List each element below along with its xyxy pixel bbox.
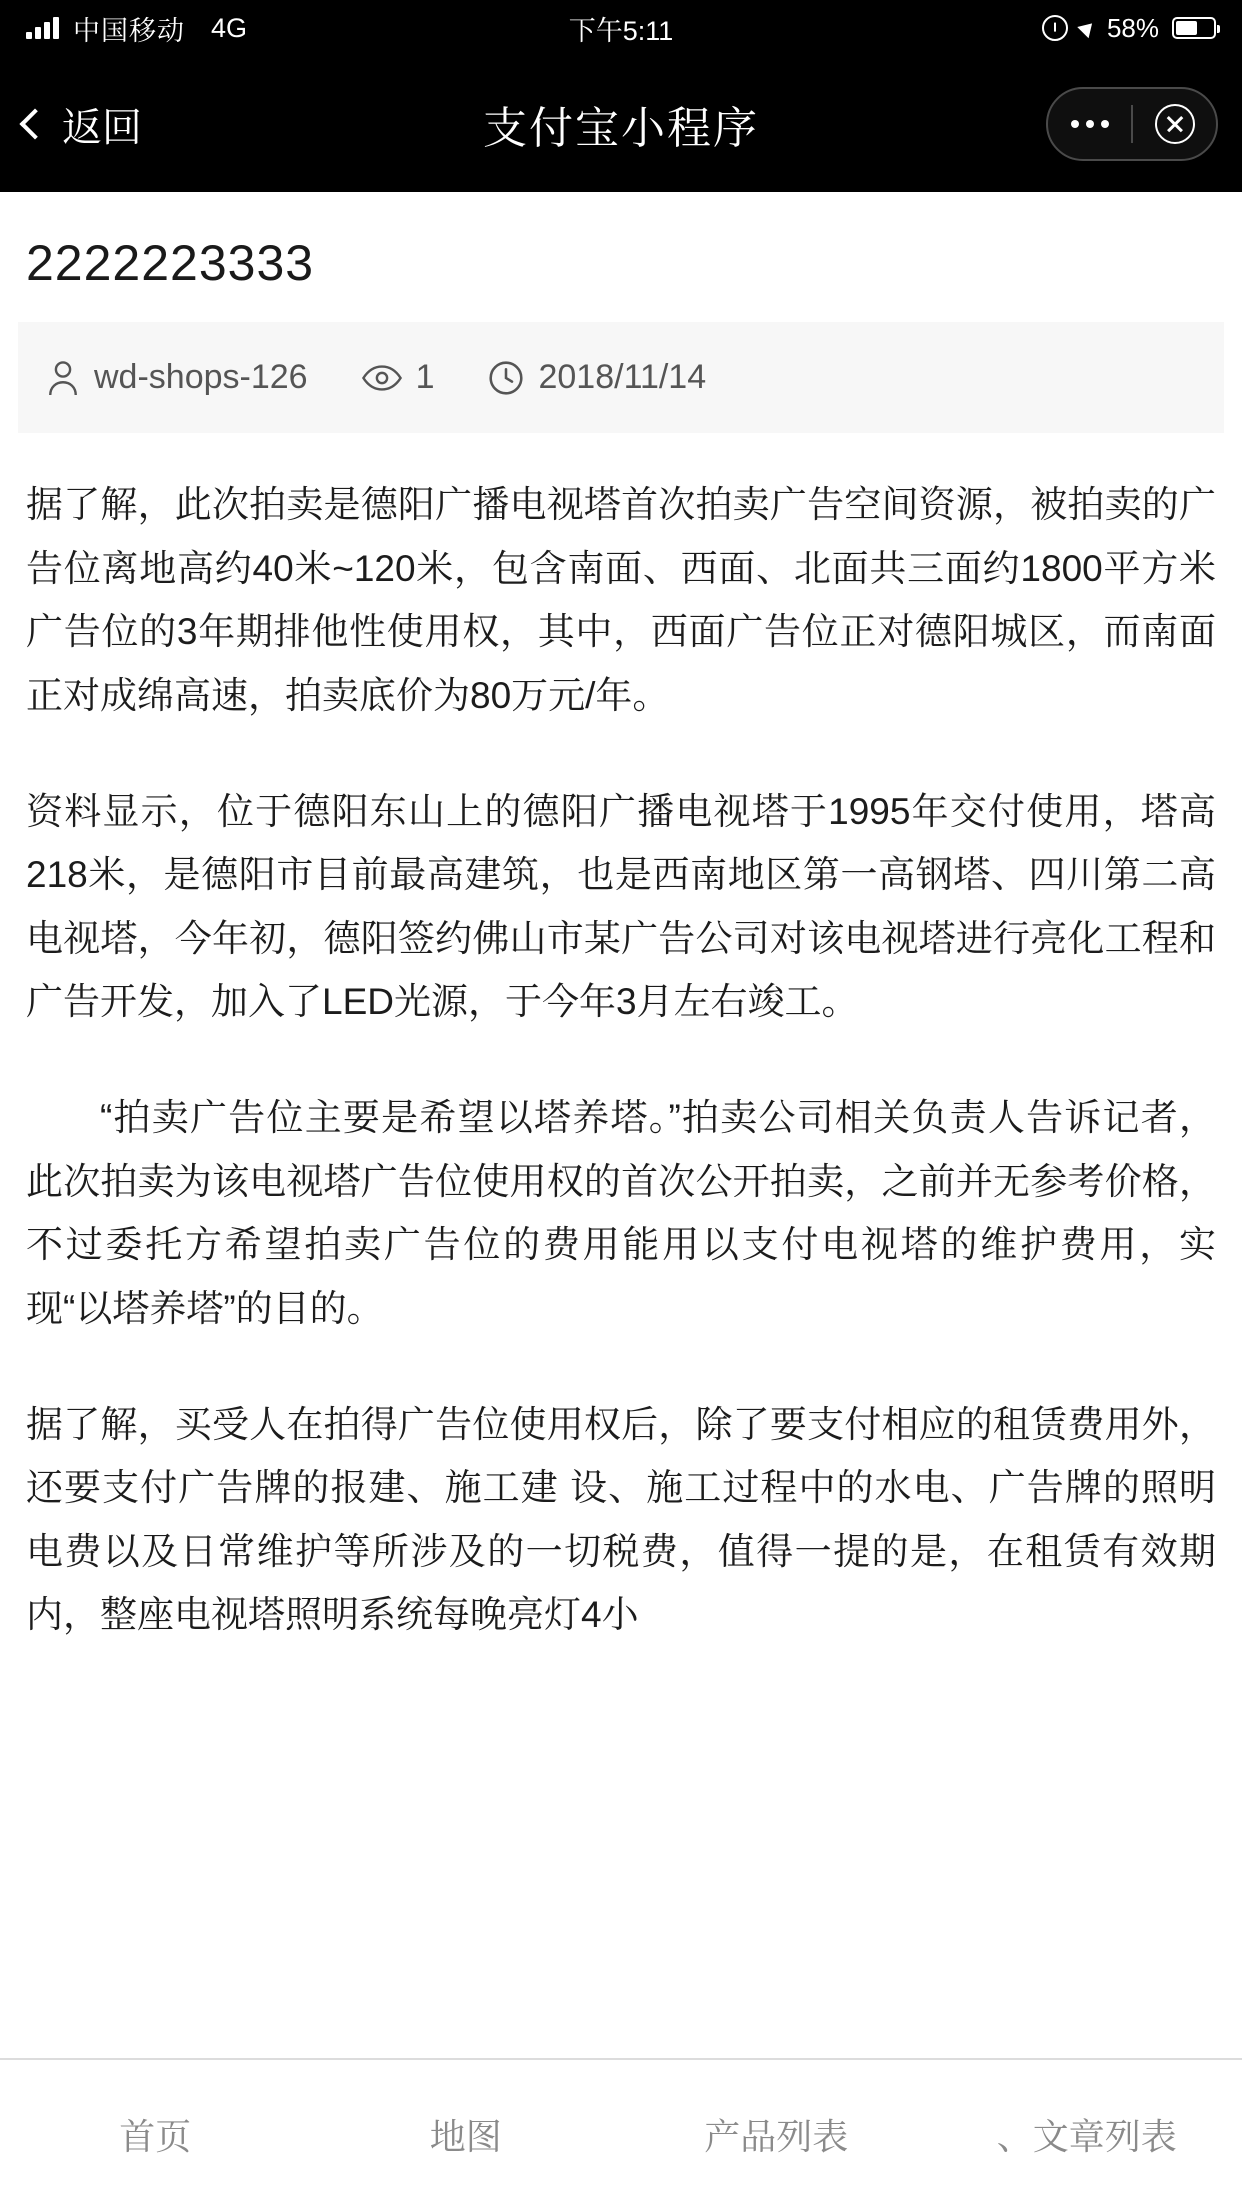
status-bar-left: [26, 9, 247, 48]
back-button-label: 返回: [62, 105, 142, 150]
meta-author-label: wd-shops-126: [94, 358, 308, 396]
tab-home[interactable]: 首页: [119, 2115, 192, 2157]
close-button[interactable]: [1133, 104, 1216, 144]
clock-icon: [488, 360, 524, 396]
network-type-label: 4G: [211, 12, 248, 43]
tab-product-list[interactable]: 产品列表: [704, 2115, 849, 2157]
meta-date: [488, 358, 706, 397]
scroll-fade: [0, 2002, 1242, 2058]
location-arrow-icon: [1077, 18, 1098, 39]
tab-map[interactable]: 地图: [429, 2115, 502, 2157]
lock-rotation-icon: [1042, 15, 1068, 41]
article-paragraph-text: “拍卖广告位主要是希望以塔养塔。”拍卖公司相关负责人告诉记者，此次拍卖为该电视塔广告位使用权的首次公开拍卖，之前并无参考价格，不过委托方希望拍卖广告位的费用能用以支付电视塔的维护费用，实现“以塔养塔”的目的。: [26, 1097, 1216, 1329]
status-bar: [0, 0, 1242, 56]
meta-author: [46, 358, 308, 397]
more-dots-icon[interactable]: [1048, 120, 1131, 128]
bottom-tab-bar: [0, 2058, 1242, 2208]
meta-date-label: 2018/11/14: [538, 358, 707, 396]
article-paragraph: 资料显示，位于德阳东山上的德阳广播电视塔于1995年交付使用，塔高218米，是德阳市目前最高建筑，也是西南地区第一高钢塔、四川第二高电视塔，今年初，德阳签约佛山市某广告公司对该电视塔进行亮化工程和广告开发，加入了LED光源，于今年3月左右竣工。: [26, 790, 1216, 1023]
signal-icon: [26, 17, 59, 39]
status-bar-clock: 下午5:11: [568, 15, 674, 46]
article-paragraph: 据了解，此次拍卖是德阳广播电视塔首次拍卖广告空间资源，被拍卖的广告位离地高约40米~120米，包含南面、西面、北面共三面约1800平方米广告位的3年期排他性使用权，其中，西面广告位正对德阳城区，而南面正对成绵高速，拍卖底价为80万元/年。: [26, 484, 1216, 716]
article-paragraph: 据了解，买受人在拍得广告位使用权后，除了要支付相应的租赁费用外，还要支付广告牌的报建、施工建 设、施工过程中的水电、广告牌的照明电费以及日常维护等所涉及的一切税费，值得一提的是，在租赁有效期内，整座电视塔照明系统每晚亮灯4小: [26, 1403, 1216, 1636]
navigation-bar: [0, 56, 1242, 192]
article-title: 2222223333: [26, 235, 315, 291]
nav-actions-capsule: [1046, 87, 1218, 161]
meta-views: [362, 358, 435, 397]
page-title: 支付宝小程序: [483, 104, 759, 153]
article-paragraph: [26, 1086, 1216, 1341]
carrier-label: 中国移动: [73, 15, 185, 46]
meta-views-label: 1: [415, 358, 435, 396]
status-bar-right: [1042, 13, 1216, 44]
person-icon: [46, 359, 80, 397]
back-button[interactable]: [24, 96, 142, 153]
tab-article-list[interactable]: 、文章列表: [996, 2115, 1177, 2157]
article-body: [18, 433, 1224, 1647]
eye-icon: [362, 364, 402, 392]
close-circle-icon: [1155, 104, 1195, 144]
article-meta: [18, 322, 1224, 433]
battery-percent-label: 58%: [1106, 12, 1159, 43]
chevron-left-icon: [19, 108, 50, 139]
battery-icon: [1172, 17, 1216, 39]
article-container: [0, 192, 1242, 1647]
